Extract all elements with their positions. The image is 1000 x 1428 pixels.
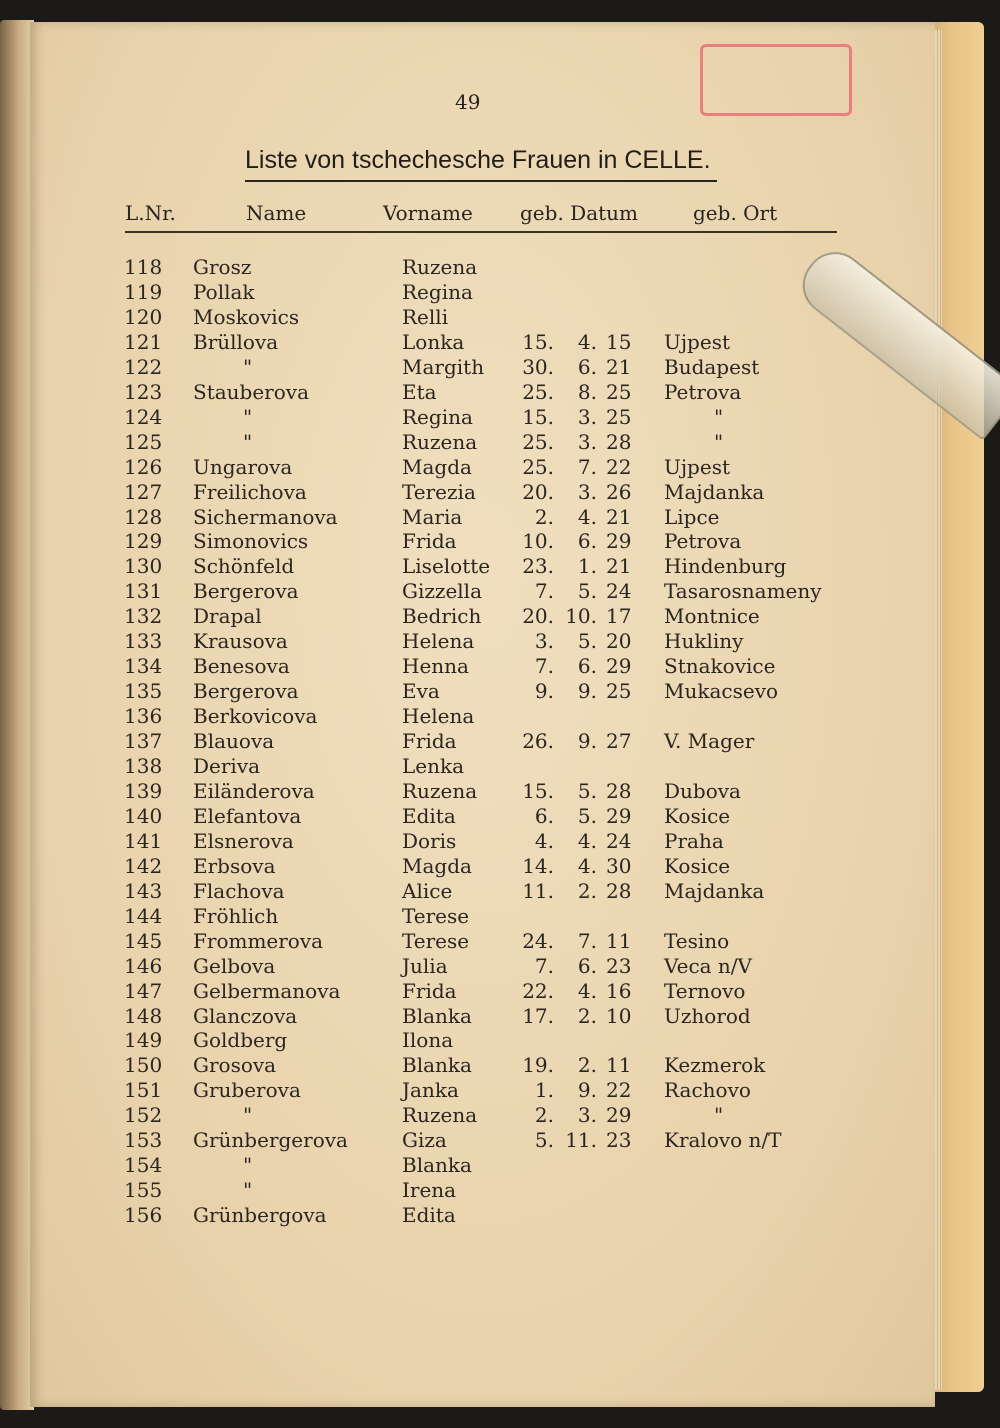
table-row — [0, 979, 900, 1004]
cell-day: 23. — [522, 554, 554, 579]
table-row — [0, 529, 900, 554]
cell-vorname: Janka — [402, 1078, 459, 1103]
table-row — [0, 505, 900, 530]
cell-nr: 135 — [124, 679, 163, 704]
table-row — [0, 1004, 900, 1029]
cell-nr: 149 — [124, 1028, 163, 1053]
cell-day: 4. — [534, 828, 554, 853]
cell-day: 6. — [534, 803, 554, 828]
cell-month: 9. — [577, 679, 597, 704]
cell-year: 15 — [606, 329, 632, 354]
cell-vorname: Magda — [402, 454, 472, 479]
cell-year: 21 — [606, 554, 632, 579]
cell-geb-ort: Montnice — [664, 604, 760, 629]
cell-geb-ort: Ujpest — [664, 454, 730, 479]
table-row — [0, 330, 900, 355]
header-geb-ort: geb. Ort — [693, 201, 778, 225]
cell-geb-ort: Majdanka — [664, 479, 765, 504]
cell-month: 5. — [577, 778, 597, 803]
cell-month: 1. — [577, 554, 597, 579]
cell-name: Simonovics — [193, 529, 309, 554]
cell-vorname: Blanka — [402, 1053, 472, 1078]
cell-name: Sichermanova — [193, 504, 338, 529]
table-row — [0, 629, 900, 654]
cell-month: 4. — [577, 978, 597, 1003]
table-row — [0, 804, 900, 829]
cell-year: 16 — [606, 978, 632, 1003]
cell-vorname: Ruzena — [402, 778, 478, 803]
cell-geb-ort: Hukliny — [664, 629, 744, 654]
cell-nr: 151 — [124, 1078, 163, 1103]
cell-nr: 155 — [124, 1178, 163, 1203]
cell-day: 5. — [534, 1128, 554, 1153]
cell-year: 25 — [606, 679, 632, 704]
table-row — [0, 779, 900, 804]
cell-year: 25 — [606, 404, 632, 429]
cell-nr: 130 — [124, 554, 163, 579]
cell-name: Fröhlich — [193, 903, 279, 928]
cell-name: Grosz — [193, 255, 252, 279]
table-row — [0, 305, 900, 330]
cell-year: 28 — [606, 429, 632, 454]
table-row — [0, 280, 900, 305]
cell-name: Freilichova — [193, 479, 307, 504]
cell-name: Eiländerova — [193, 778, 315, 803]
cell-nr: 126 — [124, 454, 163, 479]
cell-nr: 124 — [124, 404, 163, 429]
cell-month: 2. — [577, 878, 597, 903]
table-row — [0, 729, 900, 754]
table-row — [0, 854, 900, 879]
cell-year: 21 — [606, 504, 632, 529]
cell-day: 17. — [522, 1003, 554, 1028]
header-rule — [125, 231, 837, 233]
cell-name: Erbsova — [193, 853, 276, 878]
cell-vorname: Frida — [402, 729, 457, 754]
cell-month: 11. — [565, 1128, 597, 1153]
cell-nr: 138 — [124, 754, 163, 778]
cell-day: 14. — [522, 853, 554, 878]
cell-vorname: Gizzella — [402, 579, 482, 604]
cell-geb-ort: Uzhorod — [664, 1003, 751, 1028]
cell-nr: 129 — [124, 529, 163, 554]
cell-name: Grünbergerova — [193, 1128, 348, 1153]
cell-month: 3. — [577, 1103, 597, 1128]
cell-year: 11 — [606, 1053, 632, 1078]
cell-year: 22 — [606, 1078, 632, 1103]
cell-year: 20 — [606, 629, 632, 654]
cell-name: Schönfeld — [193, 554, 295, 579]
cell-month: 4. — [577, 828, 597, 853]
cell-name: Grosova — [193, 1053, 277, 1078]
table-row — [0, 604, 900, 629]
cell-year: 23 — [606, 953, 632, 978]
table-row — [0, 904, 900, 929]
cell-year: 29 — [606, 803, 632, 828]
cell-name: Bergerova — [193, 579, 299, 604]
cell-geb-ort: Ujpest — [664, 329, 730, 354]
cell-vorname: Regina — [402, 279, 473, 304]
table-row — [0, 954, 900, 979]
cell-geb-ort: Kosice — [664, 853, 731, 878]
cell-day: 15. — [522, 778, 554, 803]
cell-day: 7. — [534, 654, 554, 679]
cell-day: 22. — [522, 978, 554, 1003]
cell-year: 28 — [606, 778, 632, 803]
table-row — [0, 355, 900, 380]
page-title: Liste von tschechesche Frauen in CELLE. — [245, 146, 711, 174]
cell-geb-ort: " — [714, 429, 724, 454]
table-row — [0, 829, 900, 854]
cell-year: 23 — [606, 1128, 632, 1153]
cell-year: 24 — [606, 828, 632, 853]
cell-name: Ungarova — [193, 454, 293, 479]
cell-name: Krausova — [193, 629, 288, 654]
cell-year: 29 — [606, 1103, 632, 1128]
cell-nr: 154 — [124, 1153, 163, 1178]
cell-nr: 120 — [124, 304, 163, 329]
cell-day: 7. — [534, 953, 554, 978]
table-row — [0, 1078, 900, 1103]
cell-nr: 147 — [124, 978, 163, 1003]
cell-geb-ort: Kralovo n/T — [664, 1128, 782, 1153]
cell-day: 20. — [522, 604, 554, 629]
cell-geb-ort: " — [714, 1103, 724, 1128]
cell-geb-ort: Budapest — [664, 354, 760, 379]
cell-vorname: Alice — [402, 878, 453, 903]
cell-month: 4. — [577, 504, 597, 529]
cell-month: 6. — [577, 354, 597, 379]
cell-day: 3. — [534, 629, 554, 654]
cell-day: 19. — [522, 1053, 554, 1078]
cell-nr: 141 — [124, 828, 163, 853]
cell-month: 4. — [577, 853, 597, 878]
cell-day: 15. — [522, 404, 554, 429]
table-row — [0, 704, 900, 729]
cell-vorname: Edita — [402, 1203, 456, 1228]
cell-vorname: Terezia — [402, 479, 476, 504]
cell-day: 15. — [522, 329, 554, 354]
cell-year: 17 — [606, 604, 632, 629]
cell-month: 5. — [577, 803, 597, 828]
cell-nr: 142 — [124, 853, 163, 878]
cell-day: 30. — [522, 354, 554, 379]
cell-month: 9. — [577, 1078, 597, 1103]
cell-vorname: Edita — [402, 803, 456, 828]
cell-vorname: Ruzena — [402, 255, 478, 279]
cell-nr: 137 — [124, 729, 163, 754]
cell-month: 6. — [577, 953, 597, 978]
cell-vorname: Irena — [402, 1178, 457, 1203]
cell-day: 26. — [522, 729, 554, 754]
table-row — [0, 480, 900, 505]
cell-name: Bergerova — [193, 679, 299, 704]
cell-nr: 134 — [124, 654, 163, 679]
cell-month: 4. — [577, 329, 597, 354]
cell-nr: 122 — [124, 354, 163, 379]
table-row — [0, 579, 900, 604]
cell-name: Frommerova — [193, 928, 324, 953]
cell-geb-ort: Tasarosnameny — [664, 579, 822, 604]
cell-geb-ort: Dubova — [664, 778, 741, 803]
cell-day: 24. — [522, 928, 554, 953]
cell-name: Blauova — [193, 729, 275, 754]
cell-geb-ort: V. Mager — [664, 729, 755, 754]
cell-nr: 143 — [124, 878, 163, 903]
cell-geb-ort: Tesino — [664, 928, 730, 953]
cell-day: 1. — [534, 1078, 554, 1103]
cell-nr: 118 — [124, 255, 163, 279]
cell-vorname: Helena — [402, 704, 475, 729]
cell-vorname: Magda — [402, 853, 472, 878]
cell-vorname: Lonka — [402, 329, 465, 354]
cell-month: 9. — [577, 729, 597, 754]
table-row — [0, 1128, 900, 1153]
cell-vorname: Helena — [402, 629, 475, 654]
cell-name: Benesova — [193, 654, 290, 679]
cell-month: 3. — [577, 479, 597, 504]
cell-geb-ort: Kezmerok — [664, 1053, 766, 1078]
cell-geb-ort: Hindenburg — [664, 554, 787, 579]
header-nr: L.Nr. — [125, 201, 176, 225]
table-row — [0, 405, 900, 430]
cell-name: Grünbergova — [193, 1203, 327, 1228]
cell-vorname: Liselotte — [402, 554, 491, 579]
cell-month: 6. — [577, 654, 597, 679]
cell-vorname: Ilona — [402, 1028, 454, 1053]
page-stack-lines — [934, 30, 942, 1390]
cell-vorname: Regina — [402, 404, 473, 429]
cell-day: 11. — [522, 878, 554, 903]
cell-name: Pollak — [193, 279, 255, 304]
cell-month: 7. — [577, 928, 597, 953]
cell-vorname: Eta — [402, 379, 437, 404]
cell-nr: 153 — [124, 1128, 163, 1153]
cell-month: 6. — [577, 529, 597, 554]
cell-nr: 131 — [124, 579, 163, 604]
table-row — [0, 754, 900, 779]
cell-geb-ort: " — [714, 404, 724, 429]
cell-nr: 148 — [124, 1003, 163, 1028]
table-row — [0, 1153, 900, 1178]
archive-stamp — [700, 44, 852, 116]
cell-year: 28 — [606, 878, 632, 903]
cell-geb-ort: Ternovo — [664, 978, 746, 1003]
cell-geb-ort: Lipce — [664, 504, 720, 529]
cell-day: 25. — [522, 454, 554, 479]
table-row — [0, 1178, 900, 1203]
cell-name: Glanczova — [193, 1003, 298, 1028]
cell-day: 2. — [534, 504, 554, 529]
cell-day: 10. — [522, 529, 554, 554]
table-row — [0, 1103, 900, 1128]
cell-vorname: Ruzena — [402, 1103, 478, 1128]
cell-nr: 146 — [124, 953, 163, 978]
cell-name: Goldberg — [193, 1028, 288, 1053]
cell-nr: 144 — [124, 903, 163, 928]
cell-year: 26 — [606, 479, 632, 504]
cell-nr: 128 — [124, 504, 163, 529]
cell-vorname: Eva — [402, 679, 440, 704]
cell-name: Drapal — [193, 604, 262, 629]
cell-month: 3. — [577, 429, 597, 454]
cell-vorname: Bedrich — [402, 604, 482, 629]
header-geb-datum: geb. Datum — [520, 201, 638, 225]
cell-vorname: Doris — [402, 828, 457, 853]
table-row — [0, 1203, 900, 1228]
cell-month: 5. — [577, 629, 597, 654]
cell-year: 22 — [606, 454, 632, 479]
cell-name: Deriva — [193, 754, 261, 778]
cell-vorname: Terese — [402, 903, 470, 928]
cell-year: 25 — [606, 379, 632, 404]
cell-name: " — [243, 1103, 253, 1128]
cell-month: 2. — [577, 1053, 597, 1078]
cell-nr: 133 — [124, 629, 163, 654]
cell-vorname: Julia — [402, 953, 448, 978]
cell-geb-ort: Majdanka — [664, 878, 765, 903]
cell-geb-ort: Rachovo — [664, 1078, 751, 1103]
cell-nr: 145 — [124, 928, 163, 953]
cell-year: 10 — [606, 1003, 632, 1028]
cell-month: 5. — [577, 579, 597, 604]
cell-nr: 136 — [124, 704, 163, 729]
cell-vorname: Blanka — [402, 1153, 472, 1178]
cell-vorname: Frida — [402, 978, 457, 1003]
cell-geb-ort: Petrova — [664, 379, 742, 404]
cell-geb-ort: Petrova — [664, 529, 742, 554]
cell-name: " — [243, 404, 253, 429]
cell-nr: 140 — [124, 803, 163, 828]
cell-name: " — [243, 429, 253, 454]
cell-day: 25. — [522, 379, 554, 404]
cell-vorname: Ruzena — [402, 429, 478, 454]
cell-name: Flachova — [193, 878, 285, 903]
cell-geb-ort: Veca n/V — [664, 953, 752, 978]
cell-month: 2. — [577, 1003, 597, 1028]
cell-vorname: Maria — [402, 504, 463, 529]
table-row — [0, 879, 900, 904]
cell-geb-ort: Mukacsevo — [664, 679, 779, 704]
cell-year: 21 — [606, 354, 632, 379]
table-row — [0, 455, 900, 480]
cell-geb-ort: Kosice — [664, 803, 731, 828]
page-number: 49 — [455, 90, 481, 114]
cell-month: 10. — [565, 604, 597, 629]
cell-name: Elsnerova — [193, 828, 294, 853]
cell-vorname: Henna — [402, 654, 469, 679]
table-row — [0, 929, 900, 954]
header-name: Name — [246, 201, 307, 225]
cell-nr: 139 — [124, 778, 163, 803]
table-row — [0, 654, 900, 679]
cell-vorname: Giza — [402, 1128, 447, 1153]
table-row — [0, 255, 900, 280]
cell-nr: 150 — [124, 1053, 163, 1078]
cell-nr: 152 — [124, 1103, 163, 1128]
cell-name: Gelbermanova — [193, 978, 341, 1003]
cell-name: Gelbova — [193, 953, 276, 978]
cell-nr: 127 — [124, 479, 163, 504]
cell-name: Brüllova — [193, 329, 279, 354]
cell-name: Elefantova — [193, 803, 302, 828]
table-row — [0, 430, 900, 455]
cell-nr: 123 — [124, 379, 163, 404]
cell-vorname: Terese — [402, 928, 470, 953]
cell-nr: 125 — [124, 429, 163, 454]
table-row — [0, 554, 900, 579]
cell-name: " — [243, 1153, 253, 1178]
cell-nr: 121 — [124, 329, 163, 354]
cell-year: 29 — [606, 529, 632, 554]
cell-year: 24 — [606, 579, 632, 604]
cell-year: 29 — [606, 654, 632, 679]
cell-day: 20. — [522, 479, 554, 504]
cell-vorname: Margith — [402, 354, 485, 379]
cell-vorname: Lenka — [402, 754, 465, 778]
cell-day: 7. — [534, 579, 554, 604]
cell-year: 27 — [606, 729, 632, 754]
cell-vorname: Blanka — [402, 1003, 472, 1028]
cell-name: Berkovicova — [193, 704, 318, 729]
cell-vorname: Frida — [402, 529, 457, 554]
cell-year: 30 — [606, 853, 632, 878]
cell-name: Moskovics — [193, 304, 300, 329]
cell-year: 11 — [606, 928, 632, 953]
cell-month: 8. — [577, 379, 597, 404]
cell-name: " — [243, 1178, 253, 1203]
cell-day: 25. — [522, 429, 554, 454]
table-row — [0, 1028, 900, 1053]
cell-name: Gruberova — [193, 1078, 301, 1103]
cell-day: 2. — [534, 1103, 554, 1128]
cell-geb-ort: Stnakovice — [664, 654, 776, 679]
cell-month: 3. — [577, 404, 597, 429]
cell-nr: 119 — [124, 279, 163, 304]
cell-geb-ort: Praha — [664, 828, 724, 853]
cell-nr: 132 — [124, 604, 163, 629]
cell-vorname: Relli — [402, 304, 449, 329]
table-row — [0, 679, 900, 704]
title-underline — [245, 180, 717, 182]
cell-month: 7. — [577, 454, 597, 479]
cell-name: Stauberova — [193, 379, 310, 404]
header-vorname: Vorname — [383, 201, 473, 225]
cell-nr: 156 — [124, 1203, 163, 1228]
table-row — [0, 1053, 900, 1078]
table-row — [0, 380, 900, 405]
cell-name: " — [243, 354, 253, 379]
cell-day: 9. — [534, 679, 554, 704]
